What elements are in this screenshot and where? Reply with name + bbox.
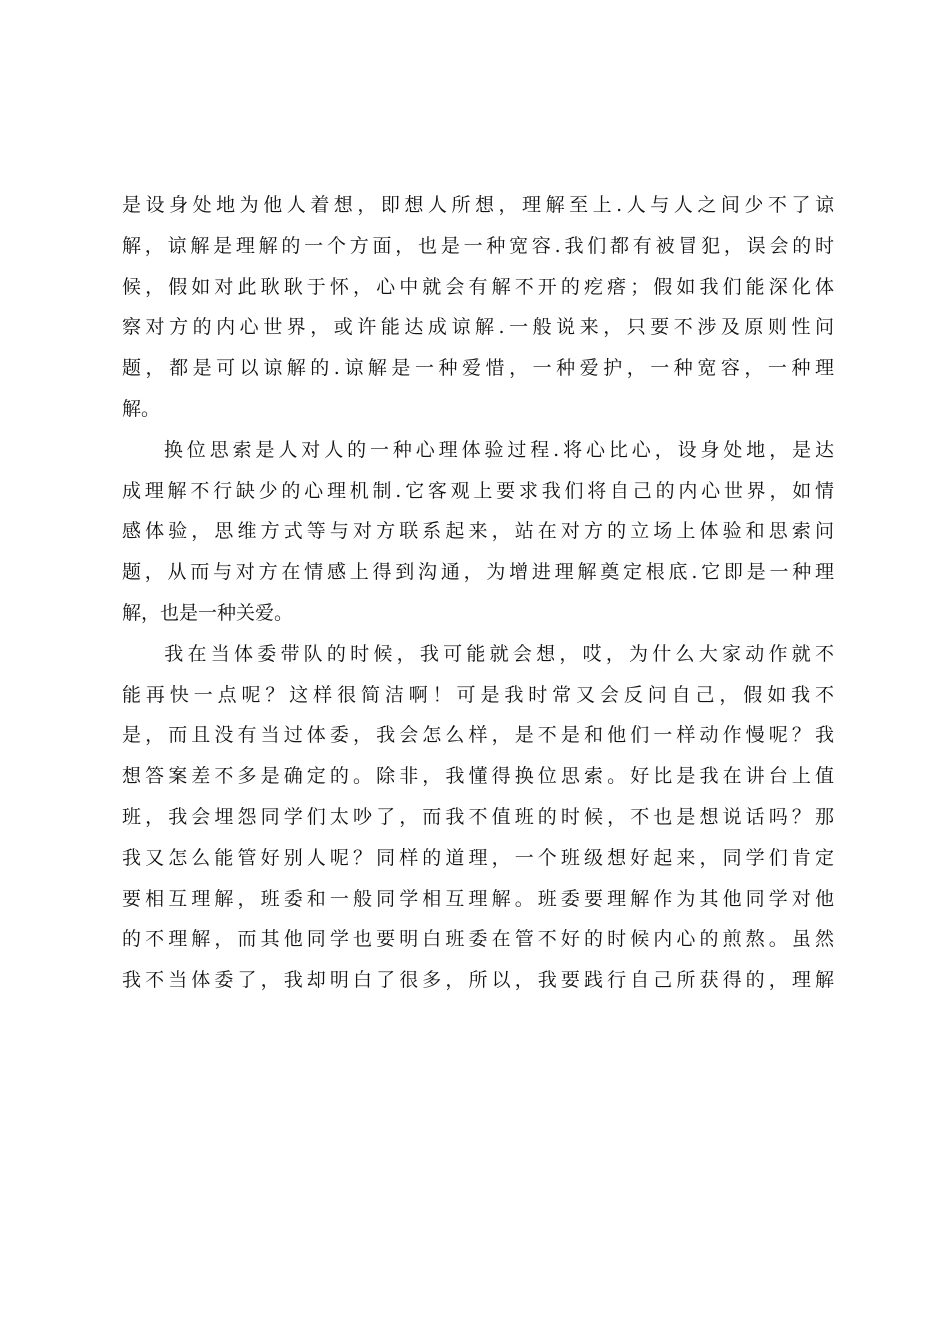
text-line: 是设身处地为他人着想，即想人所想，理解至上.人与人之间少不了谅 xyxy=(122,194,834,216)
text-line: 候，假如对此耿耿于怀，心中就会有解不开的疙瘩；假如我们能深化体 xyxy=(122,275,834,298)
text-line: 是，而且没有当过体委，我会怎么样，是不是和他们一样动作慢呢？我 xyxy=(122,724,834,747)
text-line: 我不当体委了，我却明白了很多，所以，我要践行自己所获得的，理解 xyxy=(122,969,834,992)
paragraph-2 xyxy=(122,430,834,634)
text-line: 成理解不行缺少的心理机制.它客观上要求我们将自己的内心世界，如情 xyxy=(122,479,834,502)
text-line: 题，从而与对方在情感上得到沟通，为增进理解奠定根底.它即是一种理 xyxy=(122,561,834,584)
text-line: 想答案差不多是确定的。除非，我懂得换位思索。好比是我在讲台上值 xyxy=(122,765,834,788)
text-line: 要相互理解，班委和一般同学相互理解。班委要理解作为其他同学对他 xyxy=(122,887,834,910)
text-line: 察对方的内心世界，或许能达成谅解.一般说来，只要不涉及原则性问 xyxy=(122,316,834,339)
text-line: 解。 xyxy=(122,397,161,420)
text-line-content: 我在当体委带队的时候，我可能就会想，哎，为什么大家动作就不 xyxy=(160,642,834,665)
text-line: 能再快一点呢？这样很简洁啊！可是我时常又会反问自己，假如我不 xyxy=(122,683,834,706)
paragraph-3 xyxy=(122,634,834,1001)
text-line: 班，我会埋怨同学们太吵了，而我不值班的时候，不也是想说话吗？那 xyxy=(122,805,834,828)
text-line: 解，谅解是理解的一个方面，也是一种宽容.我们都有被冒犯，误会的时 xyxy=(122,234,834,257)
paragraph-1 xyxy=(122,185,834,430)
text-line: 我又怎么能管好别人呢？同样的道理，一个班级想好起来，同学们肯定 xyxy=(122,846,834,869)
document-body xyxy=(122,185,834,1001)
text-line: 感体验，思维方式等与对方联系起来，站在对方的立场上体验和思索问 xyxy=(122,520,834,543)
text-line-indented xyxy=(122,430,834,471)
text-line-content: 换位思索是人对人的一种心理体验过程.将心比心，设身处地，是达 xyxy=(160,438,834,461)
text-line-indented xyxy=(122,634,834,675)
text-line: 解，也是一种关爱。 xyxy=(122,601,294,624)
text-line: 的不理解，而其他同学也要明白班委在管不好的时候内心的煎熬。虽然 xyxy=(122,928,834,951)
text-line: 题，都是可以谅解的.谅解是一种爱惜，一种爱护，一种宽容，一种理 xyxy=(122,357,834,380)
